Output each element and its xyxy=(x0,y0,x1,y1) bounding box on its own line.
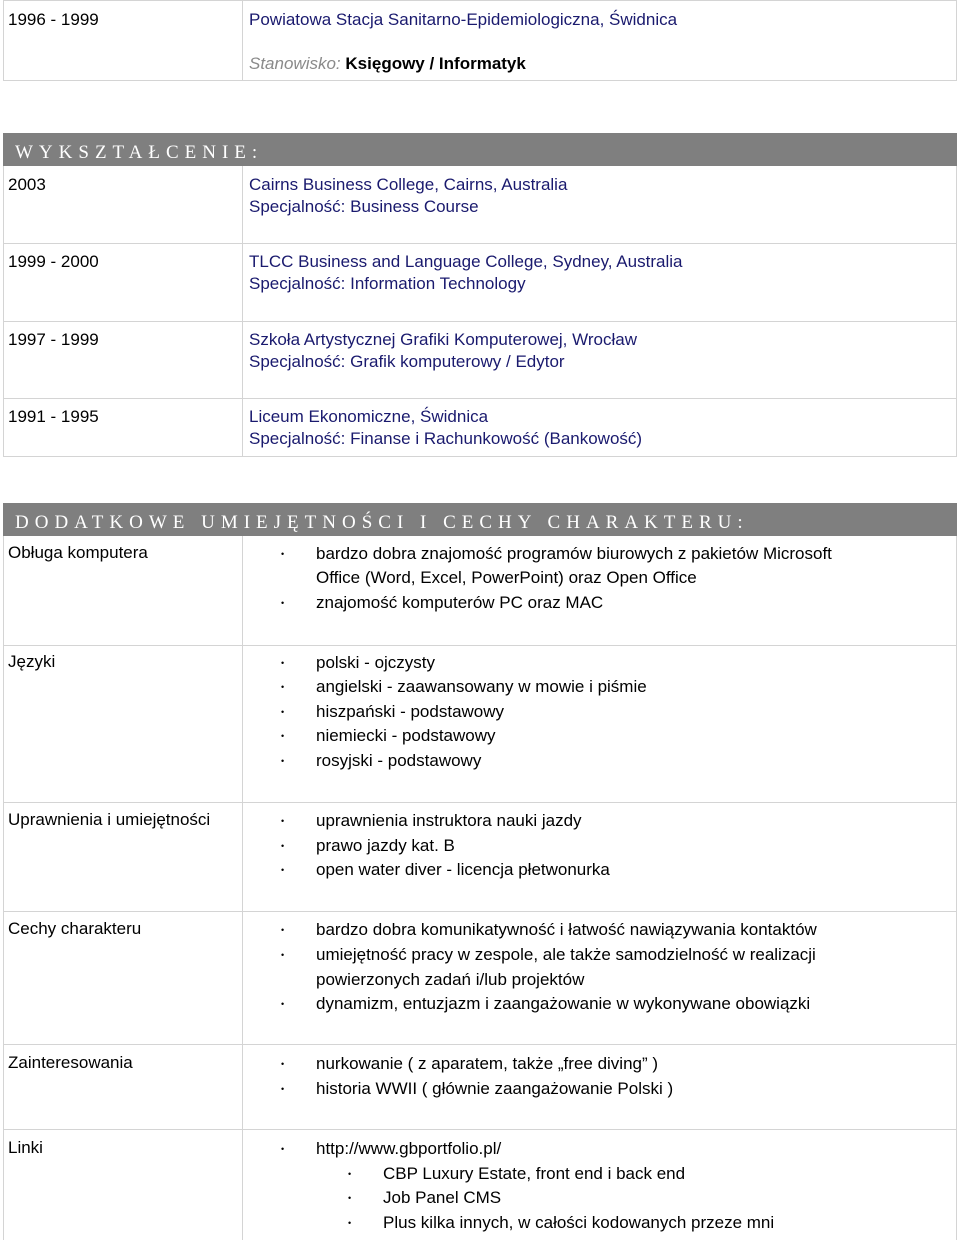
portfolio-link[interactable]: http://www.gbportfolio.pl/ xyxy=(316,1139,502,1158)
license-item: uprawnienia instruktora nauki jazdy xyxy=(316,811,582,830)
edu-date: 1991 - 1995 xyxy=(8,407,99,426)
bullet-icon: • xyxy=(348,1218,352,1228)
bullet-icon: • xyxy=(281,950,285,960)
edu-date: 2003 xyxy=(8,175,46,194)
bullet-icon: • xyxy=(281,925,285,935)
experience-date: 1996 - 1999 xyxy=(8,10,99,29)
edu-school: Cairns Business College, Cairns, Australia xyxy=(249,175,568,194)
trait-item-cont: powierzonych zadań i/lub projektów xyxy=(316,970,585,989)
skills-heading: DODATKOWE UMIEJĘTNOŚCI I CECHY CHARAKTERU: xyxy=(15,512,749,533)
bullet-icon: • xyxy=(281,1144,285,1154)
edu-school: TLCC Business and Language College, Sydney, Australia xyxy=(249,252,683,271)
language-item: polski - ojczysty xyxy=(316,653,436,672)
bullet-icon: • xyxy=(281,658,285,668)
interest-item: historia WWII ( głównie zaangażowanie Polski ) xyxy=(316,1079,674,1098)
skill-label-computer: Obługa komputera xyxy=(8,543,148,562)
bullet-icon: • xyxy=(281,1084,285,1094)
bullet-icon: • xyxy=(281,731,285,741)
skill-label-interests: Zainteresowania xyxy=(8,1053,133,1072)
bullet-icon: • xyxy=(348,1169,352,1179)
bullet-icon: • xyxy=(281,598,285,608)
trait-item: bardzo dobra komunikatywność i łatwość nawiązywania kontaktów xyxy=(316,920,817,939)
bullet-icon: • xyxy=(281,549,285,559)
skill-item: znajomość komputerów PC oraz MAC xyxy=(316,593,604,612)
skill-label-traits: Cechy charakteru xyxy=(8,919,142,938)
position-label: Stanowisko: xyxy=(249,54,341,73)
bullet-icon: • xyxy=(281,707,285,717)
link-subitem: Plus kilka innych, w całości kodowanych przeze mni xyxy=(383,1213,775,1232)
skill-label-languages: Języki xyxy=(8,652,56,671)
bullet-icon: • xyxy=(281,816,285,826)
skills-heading-bar xyxy=(3,503,957,536)
edu-school: Liceum Ekonomiczne, Świdnica xyxy=(249,407,489,426)
bullet-icon: • xyxy=(281,756,285,766)
edu-school: Szkoła Artystycznej Grafiki Komputerowej, Wrocław xyxy=(249,330,637,349)
edu-date: 1997 - 1999 xyxy=(8,330,99,349)
skill-label-links: Linki xyxy=(8,1138,43,1157)
education-heading: WYKSZTAŁCENIE: xyxy=(15,142,264,163)
edu-spec: Specjalność: Information Technology xyxy=(249,274,526,293)
link-subitem: Job Panel CMS xyxy=(383,1188,502,1207)
bullet-icon: • xyxy=(281,1059,285,1069)
bullet-icon: • xyxy=(281,999,285,1009)
experience-position xyxy=(249,54,526,74)
skill-item: bardzo dobra znajomość programów biurowych z pakietów Microsoft xyxy=(316,544,832,563)
edu-spec: Specjalność: Finanse i Rachunkowość (Bankowość) xyxy=(249,429,643,448)
experience-employer: Powiatowa Stacja Sanitarno-Epidemiologiczna, Świdnica xyxy=(249,10,678,29)
skill-label-licenses: Uprawnienia i umiejętności xyxy=(8,810,211,829)
trait-item: dynamizm, entuzjazm i zaangażowanie w wykonywane obowiązki xyxy=(316,994,811,1013)
language-item: angielski - zaawansowany w mowie i piśmie xyxy=(316,677,647,696)
interest-item: nurkowanie ( z aparatem, także „free diving” ) xyxy=(316,1054,659,1073)
license-item: open water diver - licencja płetwonurka xyxy=(316,860,610,879)
education-heading-bar xyxy=(3,133,957,166)
edu-spec: Specjalność: Business Course xyxy=(249,197,479,216)
position-value: Księgowy / Informatyk xyxy=(345,54,526,73)
bullet-icon: • xyxy=(281,841,285,851)
bullet-icon: • xyxy=(281,865,285,875)
bullet-icon: • xyxy=(348,1193,352,1203)
trait-item: umiejętność pracy w zespole, ale także samodzielność w realizacji xyxy=(316,945,816,964)
license-item: prawo jazdy kat. B xyxy=(316,836,455,855)
edu-date: 1999 - 2000 xyxy=(8,252,99,271)
language-item: hiszpański - podstawowy xyxy=(316,702,505,721)
language-item: rosyjski - podstawowy xyxy=(316,751,482,770)
link-subitem: CBP Luxury Estate, front end i back end xyxy=(383,1164,686,1183)
edu-spec: Specjalność: Grafik komputerowy / Edytor xyxy=(249,352,565,371)
bullet-icon: • xyxy=(281,682,285,692)
skill-item-cont: Office (Word, Excel, PowerPoint) oraz Open Office xyxy=(316,568,697,587)
language-item: niemiecki - podstawowy xyxy=(316,726,496,745)
